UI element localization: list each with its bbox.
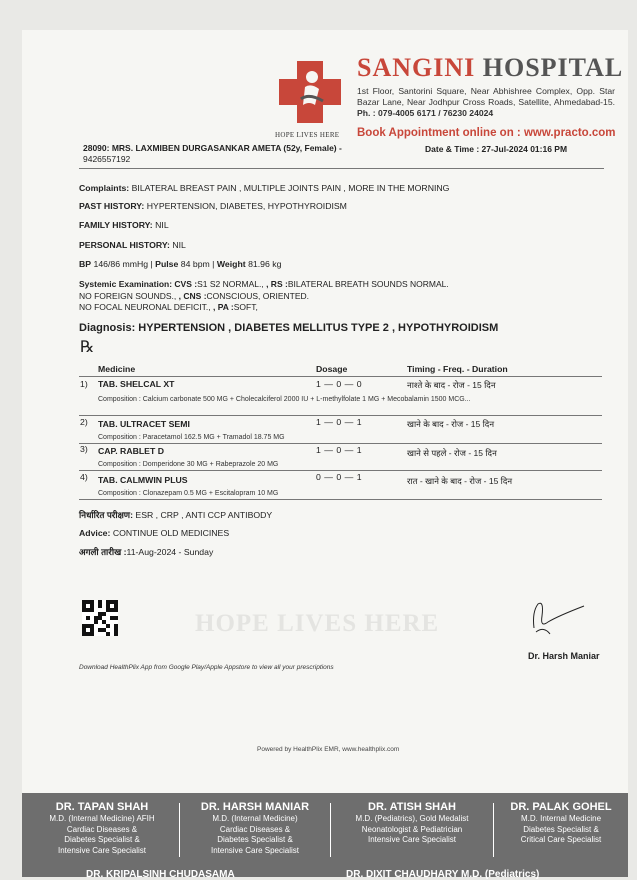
medicine-name: TAB. ULTRACET SEMI xyxy=(98,419,190,429)
medicine-timing: नाश्ते के बाद - रोज - 15 दिन xyxy=(407,380,496,390)
medicine-timing: खाने से पहले - रोज - 15 दिन xyxy=(407,448,497,458)
medicine-number: 3) xyxy=(80,444,88,454)
family-history: FAMILY HISTORY: NIL xyxy=(79,220,169,230)
medicine-composition: Composition : Paracetamol 162.5 MG + Tramadol 18.75 MG xyxy=(98,434,285,441)
personal-history: PERSONAL HISTORY: NIL xyxy=(79,240,186,250)
medicine-header: Medicine xyxy=(98,364,136,374)
past-history: PAST HISTORY: HYPERTENSION, DIABETES, HYPOTHYROIDISM xyxy=(79,201,347,211)
medicine-timing: खाने के बाद - रोज - 15 दिन xyxy=(407,419,495,429)
hospital-logo xyxy=(275,57,345,127)
medicine-number: 1) xyxy=(80,379,88,389)
table-bottom-divider xyxy=(79,499,602,500)
medicine-number: 4) xyxy=(80,472,88,482)
watermark: HOPE LIVES HERE xyxy=(195,610,440,637)
row-divider xyxy=(79,443,602,444)
doctor-signature-icon xyxy=(528,598,588,640)
timing-header: Timing - Freq. - Duration xyxy=(407,364,508,374)
follow-up-date: अगली तारीख :11-Aug-2024 - Sunday xyxy=(79,547,214,557)
hospital-address: 1st Floor, Santorini Square, Near Abhishree Complex, Opp. Star Bazar Lane, Near Jodhpur Cross Roads, Satellite, Ahmedabad-15. Ph. : 079-4005 6171 / 76230 24024 xyxy=(357,86,615,118)
diagnosis: Diagnosis: HYPERTENSION , DIABETES MELLITUS TYPE 2 , HYPOTHYROIDISM xyxy=(79,322,499,334)
footer-doctor: DR. PALAK GOHEL M.D. Internal Medicine Diabetes Specialist & Critical Care Specialist xyxy=(510,801,612,844)
hospital-tagline: HOPE LIVES HERE xyxy=(275,131,340,139)
medicine-number: 2) xyxy=(80,417,88,427)
qr-code-icon[interactable] xyxy=(82,600,118,636)
medicine-dosage: 1 — 0 — 0 xyxy=(316,379,363,389)
row-divider xyxy=(79,470,602,471)
footer-doctor-row2-right: DR. DIXIT CHAUDHARY M.D. (Pediatrics) xyxy=(346,869,540,880)
vitals: BP 146/86 mmHg | Pulse 84 bpm | Weight 81.96 kg xyxy=(79,259,282,269)
rx-symbol: ℞ xyxy=(80,339,95,356)
advice: Advice: CONTINUE OLD MEDICINES xyxy=(79,528,230,538)
medicine-name: TAB. CALMWIN PLUS xyxy=(98,475,188,485)
tests: निर्धारित परीक्षण: ESR , CRP , ANTI CCP ANTIBODY xyxy=(79,510,273,520)
footer-doctor: DR. TAPAN SHAH M.D. (Internal Medicine) AFIH Cardiac Diseases & Diabetes Specialist & Intensive Care Specialist xyxy=(49,801,155,855)
medicine-composition: Composition : Domperidone 30 MG + Rabeprazole 20 MG xyxy=(98,461,279,468)
powered-by: Powered by HealthPlix EMR, www.healthplix.com xyxy=(257,746,400,753)
complaints: Complaints: BILATERAL BREAST PAIN , MULTIPLE JOINTS PAIN , MORE IN THE MORNING xyxy=(79,183,450,193)
table-header-divider xyxy=(79,376,602,377)
hospital-name: SANGINI HOSPITAL xyxy=(357,53,624,82)
header-divider xyxy=(79,168,604,169)
visit-datetime: Date & Time : 27-Jul-2024 01:16 PM xyxy=(425,144,568,154)
doctor-footer xyxy=(22,793,628,880)
medicine-timing: रात - खाने के बाद - रोज - 15 दिन xyxy=(407,476,513,486)
medicine-composition: Composition : Clonazepam 0.5 MG + Escitalopram 10 MG xyxy=(98,490,279,497)
row-divider xyxy=(79,415,602,416)
systemic-examination: Systemic Examination: CVS :S1 S2 NORMAL., , RS :BILATERAL BREATH SOUNDS NORMAL. NO FOREIGN SOUNDS., , CNS :CONSCIOUS, ORIENTED. NO FOCAL NEURONAL DEFICIT., , PA :SOFT, xyxy=(79,279,449,312)
patient-info: 28090: MRS. LAXMIBEN DURGASANKAR AMETA (52y, Female) - 9426557192 xyxy=(83,143,342,164)
medicine-name: TAB. SHELCAL XT xyxy=(98,379,175,389)
medicine-dosage: 0 — 0 — 1 xyxy=(316,472,363,482)
app-download-note: Download HealthPlix App from Google Play/Apple Appstore to view all your prescriptions xyxy=(79,664,334,671)
dosage-header: Dosage xyxy=(316,364,348,374)
signing-doctor: Dr. Harsh Maniar xyxy=(528,651,600,661)
footer-doctor: DR. ATISH SHAH M.D. (Pediatrics), Gold Medalist Neonatologist & Pediatrician Intensive Care Specialist xyxy=(355,801,469,844)
medicine-composition: Composition : Calcium carbonate 500 MG + Cholecalciferol 2000 IU + L-methylfolate 1 MG + Mecobalamin 1500 MCG... xyxy=(98,396,471,403)
booking-link[interactable]: Book Appointment online on : www.practo.com xyxy=(357,127,616,139)
medicine-name: CAP. RABLET D xyxy=(98,446,164,456)
footer-doctor-row2-left: DR. KRIPALSINH CHUDASAMA xyxy=(86,869,235,880)
medicine-dosage: 1 — 0 — 1 xyxy=(316,417,363,427)
medicine-dosage: 1 — 0 — 1 xyxy=(316,445,363,455)
footer-doctor: DR. HARSH MANIAR M.D. (Internal Medicine) Cardiac Diseases & Diabetes Specialist & Intensive Care Specialist xyxy=(200,801,310,855)
